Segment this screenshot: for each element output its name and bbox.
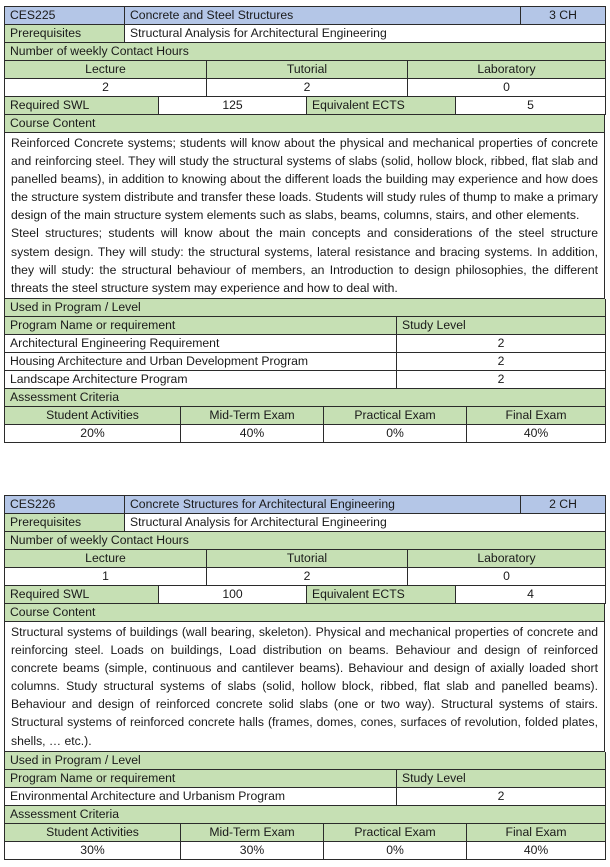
- midterm-value: 30%: [181, 841, 324, 859]
- program-header: Program Name or requirement: [5, 769, 397, 787]
- course-title: Concrete Structures for Architectural Engineering: [125, 496, 521, 514]
- course-content-text: [5, 133, 605, 299]
- course-card-ces226: [4, 495, 605, 860]
- used-in-label: Used in Program / Level: [5, 752, 606, 770]
- prerequisites-table: [4, 514, 606, 532]
- course-code: CES226: [5, 496, 125, 514]
- swl-label: Required SWL: [5, 97, 159, 115]
- course-content-text: [5, 622, 605, 752]
- ects-label: Equivalent ECTS: [307, 97, 456, 115]
- practical-label: Practical Exam: [324, 823, 467, 841]
- tutorial-hours: 2: [207, 79, 408, 97]
- credit-hours: 3 CH: [521, 7, 606, 25]
- contact-hours-table: [4, 532, 606, 586]
- tutorial-label: Tutorial: [207, 61, 408, 79]
- swl-label: Required SWL: [5, 586, 159, 604]
- swl-value: 125: [159, 97, 307, 115]
- ects-label: Equivalent ECTS: [307, 586, 456, 604]
- laboratory-hours: 0: [408, 568, 606, 586]
- assessment-label: Assessment Criteria: [5, 806, 606, 824]
- contact-hours-label: Number of weekly Contact Hours: [5, 43, 606, 61]
- practical-value: 0%: [324, 424, 467, 442]
- content-paragraph: Steel structures; students will know about the main concepts and considerations of the steel structure system design. They will study: the structural systems, lateral resistance and bracing systems. In addition, they will study: the structural behaviour of members, an Introduction to design philosophies, the different threats the steel structure system may experience and how to deal with.: [11, 226, 598, 295]
- course-content-label: Course Content: [5, 115, 605, 133]
- program-row: [5, 334, 606, 352]
- content-paragraph: Structural systems of buildings (wall bearing, skeleton). Physical and mechanical properties of concrete and reinforcing steel. Loads on buildings, Load distribution on beams. Behaviour and design of reinforced concrete beams (simple, continuous and cantilever beams). Behaviour and design of axially loaded short columns. Study structural systems of slabs (solid, hollow block, ribbed, flat slab and panelled beams). Behaviour and design of reinforced concrete solid slabs (one or two way). Structural systems of stairs. Structural systems of reinforced concrete halls (frames, domes, cones, surfaces of revolution, folded plates, shells, … etc.).: [11, 625, 598, 748]
- lecture-label: Lecture: [5, 61, 207, 79]
- course-content-table: [4, 115, 605, 299]
- ects-value: 5: [456, 97, 606, 115]
- laboratory-label: Laboratory: [408, 61, 606, 79]
- contact-hours-table: [4, 43, 606, 97]
- prerequisites-table: [4, 25, 606, 43]
- course-header-table: [4, 6, 606, 25]
- programs-table: [4, 752, 606, 806]
- content-paragraph: Reinforced Concrete systems; students will know about the physical and mechanical properties of concrete and reinforcing steel. They will study the structural systems of slabs (solid, hollow block, ribbed, flat slab and panelled beams), in addition to knowing about the different loads the building may experience and how does the structure system distribute and transfer these loads. Students will study rules of thump to make a primary design of the main structure system elements such as slabs, beams, columns, stairs, and other elements.: [11, 136, 598, 223]
- program-name: Landscape Architecture Program: [5, 370, 397, 388]
- midterm-label: Mid-Term Exam: [181, 823, 324, 841]
- course-title: Concrete and Steel Structures: [125, 7, 521, 25]
- laboratory-hours: 0: [408, 79, 606, 97]
- prerequisites-label: Prerequisites: [5, 25, 125, 43]
- assessment-table: [4, 389, 606, 443]
- course-content-table: [4, 604, 605, 752]
- practical-label: Practical Exam: [324, 406, 467, 424]
- program-level: 2: [397, 352, 606, 370]
- lecture-hours: 1: [5, 568, 207, 586]
- workload-table: [4, 97, 606, 115]
- course-header-table: [4, 495, 606, 514]
- program-row: [5, 352, 606, 370]
- program-row: [5, 370, 606, 388]
- lecture-hours: 2: [5, 79, 207, 97]
- practical-value: 0%: [324, 841, 467, 859]
- student-activities-label: Student Activities: [5, 823, 181, 841]
- final-value: 40%: [467, 841, 606, 859]
- programs-table: [4, 299, 606, 389]
- program-level: 2: [397, 370, 606, 388]
- level-header: Study Level: [397, 316, 606, 334]
- midterm-label: Mid-Term Exam: [181, 406, 324, 424]
- final-label: Final Exam: [467, 823, 606, 841]
- student-activities-value: 30%: [5, 841, 181, 859]
- workload-table: [4, 586, 606, 604]
- program-header: Program Name or requirement: [5, 316, 397, 334]
- student-activities-label: Student Activities: [5, 406, 181, 424]
- midterm-value: 40%: [181, 424, 324, 442]
- contact-hours-label: Number of weekly Contact Hours: [5, 532, 606, 550]
- level-header: Study Level: [397, 769, 606, 787]
- prerequisites-label: Prerequisites: [5, 514, 125, 532]
- program-name: Architectural Engineering Requirement: [5, 334, 397, 352]
- assessment-label: Assessment Criteria: [5, 389, 606, 407]
- program-row: [5, 787, 606, 805]
- prerequisites-value: Structural Analysis for Architectural Engineering: [125, 25, 606, 43]
- tutorial-hours: 2: [207, 568, 408, 586]
- final-value: 40%: [467, 424, 606, 442]
- final-label: Final Exam: [467, 406, 606, 424]
- program-name: Housing Architecture and Urban Development Program: [5, 352, 397, 370]
- course-card-ces225: [4, 6, 605, 443]
- program-level: 2: [397, 787, 606, 805]
- swl-value: 100: [159, 586, 307, 604]
- course-content-label: Course Content: [5, 604, 605, 622]
- used-in-label: Used in Program / Level: [5, 299, 606, 317]
- laboratory-label: Laboratory: [408, 550, 606, 568]
- program-level: 2: [397, 334, 606, 352]
- ects-value: 4: [456, 586, 606, 604]
- lecture-label: Lecture: [5, 550, 207, 568]
- program-name: Environmental Architecture and Urbanism Program: [5, 787, 397, 805]
- assessment-table: [4, 806, 606, 860]
- tutorial-label: Tutorial: [207, 550, 408, 568]
- credit-hours: 2 CH: [521, 496, 606, 514]
- student-activities-value: 20%: [5, 424, 181, 442]
- prerequisites-value: Structural Analysis for Architectural Engineering: [125, 514, 606, 532]
- course-code: CES225: [5, 7, 125, 25]
